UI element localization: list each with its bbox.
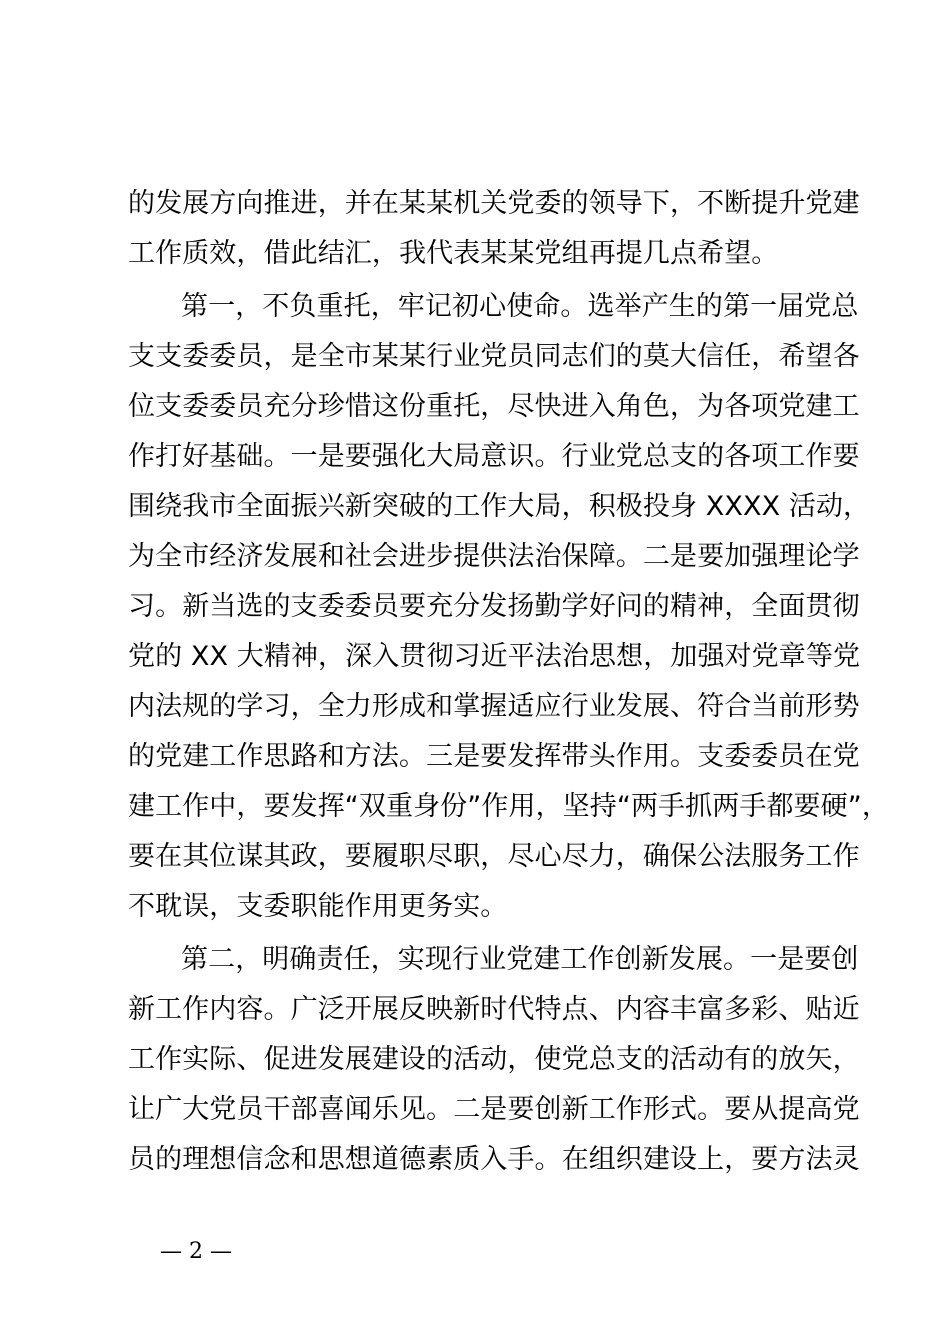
text-line: 让广大党员干部喜闻乐见。二是要创新工作形式。要从提高党 xyxy=(128,1094,860,1125)
text-line: 员的理想信念和思想道德素质入手。在组织建设上，要方法灵 xyxy=(128,1144,860,1175)
text-line: 作打好基础。一是要强化大局意识。行业党总支的各项工作要 xyxy=(128,441,860,472)
text-line: 建工作中，要发挥“双重身份”作用，坚持“两手抓两手都要硬”， xyxy=(128,791,889,822)
text-line: 要在其位谋其政，要履职尽职，尽心尽力，确保公法服务工作 xyxy=(128,841,860,872)
text-line: 内法规的学习，全力形成和掌握适应行业发展、符合当前形势 xyxy=(128,691,860,722)
text-line: 位支委委员充分珍惜这份重托，尽快进入角色，为各项党建工 xyxy=(128,391,860,422)
text-line: 围绕我市全面振兴新突破的工作大局，积极投身 XXXX 活动， xyxy=(128,491,871,522)
text-line: 不耽误，支委职能作用更务实。 xyxy=(128,891,508,922)
text-line: 的党建工作思路和方法。三是要发挥带头作用。支委委员在党 xyxy=(128,741,860,772)
page-number: — 2 — xyxy=(160,1239,232,1264)
paragraph-first-line: 第二，明确责任，实现行业党建工作创新发展。一是要创 xyxy=(181,944,859,975)
text-line: 党的 XX 大精神，深入贯彻习近平法治思想，加强对党章等党 xyxy=(128,641,861,672)
paragraph-first-line: 第一，不负重托，牢记初心使命。选举产生的第一届党总 xyxy=(181,291,859,322)
text-line: 新工作内容。广泛开展反映新时代特点、内容丰富多彩、贴近 xyxy=(128,994,860,1025)
text-line: 工作实际、促进发展建设的活动，使党总支的活动有的放矢， xyxy=(128,1044,860,1075)
text-line: 习。新当选的支委委员要充分发扬勤学好问的精神，全面贯彻 xyxy=(128,591,860,622)
text-line: 工作质效，借此结汇，我代表某某党组再提几点希望。 xyxy=(128,238,779,269)
body-text xyxy=(128,179,889,1185)
text-line: 为全市经济发展和社会进步提供法治保障。二是要加强理论学 xyxy=(128,541,860,572)
text-line: 支支委委员，是全市某某行业党员同志们的莫大信任，希望各 xyxy=(128,341,860,372)
text-line: 的发展方向推进，并在某某机关党委的领导下，不断提升党建 xyxy=(128,188,860,219)
